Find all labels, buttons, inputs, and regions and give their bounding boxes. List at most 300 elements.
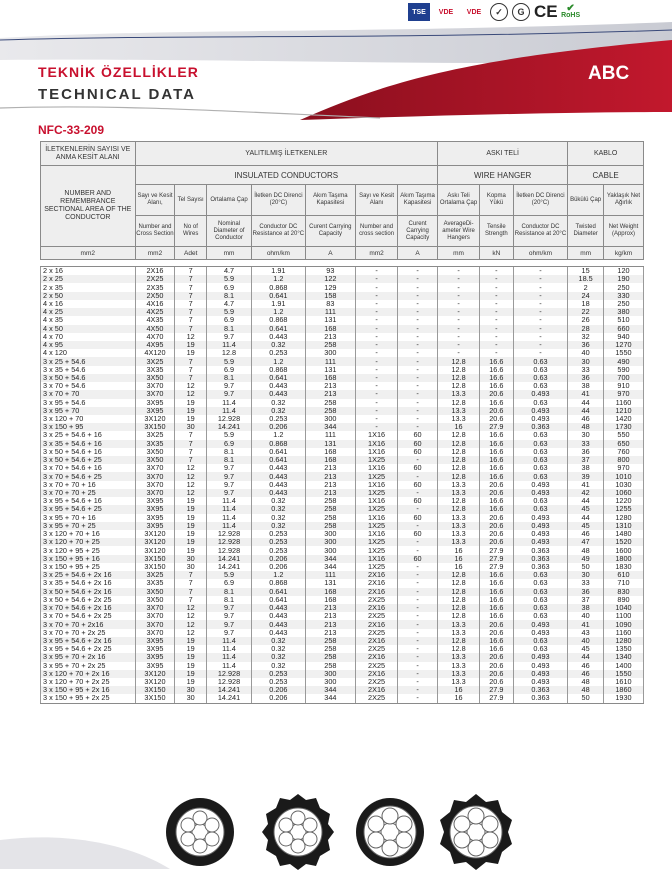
table-cell: 20.6 xyxy=(480,522,514,530)
table-cell: 7 xyxy=(175,456,207,464)
table-cell: 3X95 xyxy=(135,522,175,530)
table-cell: 0.493 xyxy=(513,620,568,628)
table-cell: 610 xyxy=(603,571,643,579)
table-cell: 12 xyxy=(175,629,207,637)
table-cell: - xyxy=(438,349,480,357)
table-cell: 0.443 xyxy=(252,333,306,341)
table-row xyxy=(41,653,644,661)
table-cell: 16 xyxy=(438,563,480,571)
table-cell: 3X25 xyxy=(135,357,175,365)
table-cell: 12.8 xyxy=(438,472,480,480)
col-tr: Sayı ve Kesit Alanı xyxy=(356,185,398,216)
table-cell: 16.6 xyxy=(480,604,514,612)
table-cell: 3X35 xyxy=(135,366,175,374)
table-cell: 8.1 xyxy=(206,325,251,333)
table-cell: - xyxy=(438,292,480,300)
table-cell: 3X50 xyxy=(135,596,175,604)
col-tr: Kopma Yükü xyxy=(480,185,514,216)
table-cell: 60 xyxy=(398,431,438,439)
table-cell: - xyxy=(480,283,514,291)
table-cell: 213 xyxy=(305,333,355,341)
table-cell: 40 xyxy=(568,637,604,645)
table-cell: - xyxy=(356,423,398,431)
table-cell: 0.206 xyxy=(252,423,306,431)
table-cell: - xyxy=(438,333,480,341)
col-en: No of Wires xyxy=(175,216,207,247)
table-cell: - xyxy=(356,267,398,276)
table-row xyxy=(41,505,644,513)
table-cell: 1830 xyxy=(603,563,643,571)
col-tr: Bükülü Çap xyxy=(568,185,604,216)
table-cell: 46 xyxy=(568,530,604,538)
table-cell: 12.928 xyxy=(206,678,251,686)
table-cell: 0.63 xyxy=(513,431,568,439)
table-row xyxy=(41,481,644,489)
table-row xyxy=(41,456,644,464)
table-cell: 0.63 xyxy=(513,645,568,653)
table-cell: - xyxy=(438,283,480,291)
table-cell: 0.63 xyxy=(513,382,568,390)
table-cell: 0.253 xyxy=(252,546,306,554)
col-en: Curent Carrying Capacity xyxy=(398,216,438,247)
col-en: Tensile Strength xyxy=(480,216,514,247)
table-row xyxy=(41,629,644,637)
table-cell: 12.8 xyxy=(438,612,480,620)
table-cell: 19 xyxy=(175,514,207,522)
table-row xyxy=(41,563,644,571)
table-cell: 940 xyxy=(603,333,643,341)
table-cell: - xyxy=(438,341,480,349)
table-cell: 13.3 xyxy=(438,407,480,415)
table-cell: 0.32 xyxy=(252,497,306,505)
table-cell: 6.9 xyxy=(206,579,251,587)
table-cell: 3X70 xyxy=(135,464,175,472)
table-cell: 9.7 xyxy=(206,472,251,480)
table-cell: 0.206 xyxy=(252,694,306,703)
table-row xyxy=(41,579,644,587)
table-cell: 11.4 xyxy=(206,662,251,670)
table-cell: 168 xyxy=(305,374,355,382)
table-cell: 3X70 xyxy=(135,604,175,612)
cable-illustrations xyxy=(160,790,640,869)
table-cell: 9.7 xyxy=(206,481,251,489)
table-cell: - xyxy=(398,472,438,480)
table-cell: 36 xyxy=(568,341,604,349)
table-cell: 0.32 xyxy=(252,407,306,415)
table-cell: 3 x 95 + 70 + 16 xyxy=(41,514,136,522)
table-cell: 16.6 xyxy=(480,637,514,645)
table-cell: - xyxy=(398,300,438,308)
table-cell: 0.63 xyxy=(513,357,568,365)
table-cell: 131 xyxy=(305,440,355,448)
table-cell: 1X16 xyxy=(356,555,398,563)
title-turkish: TEKNİK ÖZELLİKLER xyxy=(38,64,199,80)
table-cell: 12.8 xyxy=(438,374,480,382)
table-cell: 0.493 xyxy=(513,538,568,546)
table-cell: 16.6 xyxy=(480,579,514,587)
table-cell: 41 xyxy=(568,620,604,628)
table-cell: 213 xyxy=(305,489,355,497)
table-cell: 45 xyxy=(568,522,604,530)
table-cell: 9.7 xyxy=(206,604,251,612)
table-cell: - xyxy=(398,662,438,670)
col-en: Number and Cross Section xyxy=(135,216,175,247)
table-cell: 0.493 xyxy=(513,530,568,538)
table-cell: 660 xyxy=(603,325,643,333)
table-cell: 0.641 xyxy=(252,448,306,456)
table-cell: 7 xyxy=(175,596,207,604)
table-row xyxy=(41,431,644,439)
table-cell: 44 xyxy=(568,399,604,407)
table-cell: - xyxy=(398,522,438,530)
table-cell: 6.9 xyxy=(206,283,251,291)
table-cell: 19 xyxy=(175,653,207,661)
table-cell: 5.9 xyxy=(206,571,251,579)
table-cell: 590 xyxy=(603,366,643,374)
table-cell: 158 xyxy=(305,292,355,300)
table-cell: 3 x 120 + 70 + 2x 25 xyxy=(41,678,136,686)
table-cell: 3X70 xyxy=(135,620,175,628)
table-cell: 13.3 xyxy=(438,390,480,398)
table-cell: 3X95 xyxy=(135,505,175,513)
table-cell: - xyxy=(398,275,438,283)
table-cell: 7 xyxy=(175,571,207,579)
table-cell: 4 x 120 xyxy=(41,349,136,357)
col-tr: Tel Sayısı xyxy=(175,185,207,216)
table-cell: - xyxy=(438,316,480,324)
table-cell: 0.363 xyxy=(513,423,568,431)
table-cell: 19 xyxy=(175,341,207,349)
table-cell: 0.493 xyxy=(513,629,568,637)
table-cell: 0.253 xyxy=(252,538,306,546)
table-cell: 46 xyxy=(568,415,604,423)
table-cell: 60 xyxy=(398,530,438,538)
table-cell: - xyxy=(398,563,438,571)
table-cell: 19 xyxy=(175,530,207,538)
table-cell: 3 x 70 + 70 + 2x 25 xyxy=(41,629,136,637)
table-cell: 3 x 150 + 95 + 16 xyxy=(41,555,136,563)
table-cell: 2 x 16 xyxy=(41,267,136,276)
table-cell: 4X16 xyxy=(135,300,175,308)
table-cell: 3 x 25 + 54.6 + 16 xyxy=(41,431,136,439)
table-cell: 3X120 xyxy=(135,415,175,423)
table-cell: 0.493 xyxy=(513,678,568,686)
table-cell: 2X25 xyxy=(356,678,398,686)
table-cell: - xyxy=(356,325,398,333)
table-cell: - xyxy=(398,620,438,628)
table-cell: 250 xyxy=(603,300,643,308)
table-row xyxy=(41,670,644,678)
table-cell: 3 x 95 + 70 + 2x 25 xyxy=(41,662,136,670)
col-en: Curent Carrying Capacity xyxy=(305,216,355,247)
table-cell: 213 xyxy=(305,464,355,472)
table-cell: 3 x 70 + 70 + 25 xyxy=(41,489,136,497)
table-cell: 12.8 xyxy=(438,579,480,587)
table-cell: 710 xyxy=(603,579,643,587)
table-cell: 3X120 xyxy=(135,538,175,546)
col-tr: Akım Taşıma Kapasitesi xyxy=(398,185,438,216)
table-cell: 12.8 xyxy=(438,588,480,596)
table-cell: - xyxy=(513,267,568,276)
table-cell: 7 xyxy=(175,579,207,587)
table-cell: 3 x 120 + 70 + 25 xyxy=(41,538,136,546)
table-cell: 3 x 50 + 54.6 + 2x 25 xyxy=(41,596,136,604)
table-cell: 3 x 70 + 54.6 + 16 xyxy=(41,464,136,472)
col-tr: Askı Teli Ortalama Çap xyxy=(438,185,480,216)
table-cell: 0.493 xyxy=(513,489,568,497)
table-row xyxy=(41,341,644,349)
table-cell: 16.6 xyxy=(480,448,514,456)
table-row xyxy=(41,555,644,563)
table-cell: 258 xyxy=(305,653,355,661)
table-cell: 15 xyxy=(568,267,604,276)
table-cell: 39 xyxy=(568,472,604,480)
table-cell: - xyxy=(513,300,568,308)
table-cell: 0.32 xyxy=(252,505,306,513)
table-cell: 0.443 xyxy=(252,620,306,628)
table-cell: 330 xyxy=(603,292,643,300)
table-cell: 2X16 xyxy=(356,579,398,587)
table-cell: 19 xyxy=(175,522,207,530)
table-cell: 13.3 xyxy=(438,489,480,497)
unit-cell: kg/km xyxy=(603,247,643,260)
table-cell: 0.493 xyxy=(513,653,568,661)
table-cell: 13.3 xyxy=(438,514,480,522)
table-cell: 1.2 xyxy=(252,431,306,439)
table-cell: 14.241 xyxy=(206,555,251,563)
table-row xyxy=(41,292,644,300)
table-cell: 3 x 150 + 95 xyxy=(41,423,136,431)
table-cell: 19 xyxy=(175,399,207,407)
table-cell: 4 x 95 xyxy=(41,341,136,349)
table-cell: - xyxy=(480,267,514,276)
table-row xyxy=(41,522,644,530)
table-cell: 0.63 xyxy=(513,497,568,505)
table-row xyxy=(41,620,644,628)
table-cell: 800 xyxy=(603,456,643,464)
table-cell: 16 xyxy=(438,423,480,431)
table-cell: - xyxy=(480,300,514,308)
table-cell: - xyxy=(398,546,438,554)
table-cell: 11.4 xyxy=(206,522,251,530)
table-cell: 0.641 xyxy=(252,588,306,596)
table-cell: 7 xyxy=(175,440,207,448)
table-cell: 0.443 xyxy=(252,612,306,620)
table-cell: 6.9 xyxy=(206,316,251,324)
table-cell: - xyxy=(398,670,438,678)
table-cell: 0.868 xyxy=(252,440,306,448)
table-cell: 20.6 xyxy=(480,653,514,661)
table-cell: 8.1 xyxy=(206,588,251,596)
table-cell: 213 xyxy=(305,629,355,637)
table-cell: - xyxy=(398,604,438,612)
table-cell: 12.8 xyxy=(438,448,480,456)
table-cell: 2X16 xyxy=(356,620,398,628)
table-cell: 12.928 xyxy=(206,546,251,554)
table-cell: - xyxy=(480,333,514,341)
table-row xyxy=(41,637,644,645)
table-cell: 13.3 xyxy=(438,620,480,628)
table-cell: - xyxy=(398,292,438,300)
table-cell: 0.32 xyxy=(252,653,306,661)
table-cell: 12.928 xyxy=(206,530,251,538)
table-cell: 37 xyxy=(568,456,604,464)
ce-mark-icon: CE xyxy=(534,2,558,21)
unit-cell: mm xyxy=(568,247,604,260)
table-cell: 20.6 xyxy=(480,629,514,637)
unit-cell: A xyxy=(398,247,438,260)
table-cell: 7 xyxy=(175,431,207,439)
table-cell: - xyxy=(356,366,398,374)
table-row xyxy=(41,357,644,365)
table-cell: 1030 xyxy=(603,481,643,489)
table-cell: 190 xyxy=(603,275,643,283)
table-cell: - xyxy=(356,374,398,382)
table-cell: 3 x 70 + 70 xyxy=(41,390,136,398)
table-cell: 44 xyxy=(568,514,604,522)
col-en: Nominal Diameter of Conductor xyxy=(206,216,251,247)
table-row xyxy=(41,415,644,423)
table-cell: 3X35 xyxy=(135,579,175,587)
table-cell: 0.32 xyxy=(252,341,306,349)
header-hanger-en: WIRE HANGER xyxy=(438,166,568,185)
table-cell: 11.4 xyxy=(206,653,251,661)
table-cell: 1100 xyxy=(603,612,643,620)
table-row xyxy=(41,678,644,686)
table-cell: 131 xyxy=(305,316,355,324)
table-cell: 11.4 xyxy=(206,407,251,415)
table-cell: 1520 xyxy=(603,538,643,546)
table-cell: - xyxy=(398,308,438,316)
table-cell: 2 xyxy=(568,283,604,291)
table-cell: 60 xyxy=(398,440,438,448)
table-cell: - xyxy=(356,283,398,291)
table-cell: 700 xyxy=(603,374,643,382)
table-cell: 1X25 xyxy=(356,546,398,554)
product-code: ABC xyxy=(588,63,630,84)
table-cell: 20.6 xyxy=(480,514,514,522)
table-cell: 510 xyxy=(603,316,643,324)
table-row xyxy=(41,464,644,472)
table-cell: 42 xyxy=(568,489,604,497)
table-cell: 3X95 xyxy=(135,653,175,661)
table-cell: 0.206 xyxy=(252,563,306,571)
table-cell: - xyxy=(513,325,568,333)
table-cell: 13.3 xyxy=(438,481,480,489)
header-conductor-tr: İLETKENLERİN SAYISI VE ANMA KESİT ALANI xyxy=(41,142,136,166)
table-cell: 19 xyxy=(175,645,207,653)
table-cell: 258 xyxy=(305,645,355,653)
table-cell: 4.7 xyxy=(206,300,251,308)
table-cell: 9.7 xyxy=(206,382,251,390)
table-cell: 213 xyxy=(305,472,355,480)
table-cell: 131 xyxy=(305,579,355,587)
table-cell: 9.7 xyxy=(206,629,251,637)
table-header xyxy=(41,142,644,267)
table-cell: 1.2 xyxy=(252,357,306,365)
table-cell: 830 xyxy=(603,588,643,596)
table-cell: - xyxy=(356,407,398,415)
table-cell: 4X70 xyxy=(135,333,175,341)
table-cell: 0.443 xyxy=(252,472,306,480)
table-cell: 30 xyxy=(568,571,604,579)
table-cell: 3X95 xyxy=(135,497,175,505)
table-cell: 11.4 xyxy=(206,637,251,645)
table-cell: 0.63 xyxy=(513,456,568,464)
table-cell: 12.8 xyxy=(438,431,480,439)
table-cell: 16.6 xyxy=(480,497,514,505)
table-cell: 890 xyxy=(603,596,643,604)
table-cell: 27.9 xyxy=(480,694,514,703)
cable-cross-section-icon xyxy=(350,790,430,870)
table-cell: 36 xyxy=(568,374,604,382)
table-cell: 12 xyxy=(175,333,207,341)
table-row xyxy=(41,571,644,579)
table-cell: - xyxy=(356,390,398,398)
table-cell: 3 x 95 + 70 + 2x 16 xyxy=(41,653,136,661)
table-cell: 3X70 xyxy=(135,382,175,390)
table-cell: 46 xyxy=(568,670,604,678)
table-cell: 1X25 xyxy=(356,522,398,530)
table-cell: 3X50 xyxy=(135,456,175,464)
table-cell: 3 x 95 + 54.6 xyxy=(41,399,136,407)
table-cell: 3 x 95 + 54.6 + 2x 16 xyxy=(41,637,136,645)
table-cell: 4.7 xyxy=(206,267,251,276)
table-row xyxy=(41,604,644,612)
table-cell: 19 xyxy=(175,662,207,670)
table-cell: 0.363 xyxy=(513,563,568,571)
table-cell: 2X25 xyxy=(356,645,398,653)
table-cell: 16.6 xyxy=(480,596,514,604)
table-cell: 0.868 xyxy=(252,316,306,324)
table-cell: 1X25 xyxy=(356,456,398,464)
table-cell: 48 xyxy=(568,678,604,686)
table-cell: 41 xyxy=(568,390,604,398)
table-cell: - xyxy=(398,456,438,464)
table-cell: 27.9 xyxy=(480,423,514,431)
table-cell: 13.3 xyxy=(438,662,480,670)
table-cell: 60 xyxy=(398,497,438,505)
table-cell: 93 xyxy=(305,267,355,276)
table-cell: 0.493 xyxy=(513,481,568,489)
table-cell: 27.9 xyxy=(480,563,514,571)
table-cell: 19 xyxy=(175,407,207,415)
table-cell: 168 xyxy=(305,588,355,596)
table-cell: 344 xyxy=(305,694,355,703)
table-cell: 16.6 xyxy=(480,456,514,464)
table-cell: - xyxy=(398,612,438,620)
table-row xyxy=(41,308,644,316)
table-cell: 1255 xyxy=(603,505,643,513)
table-cell: 16.6 xyxy=(480,382,514,390)
table-row xyxy=(41,448,644,456)
col-tr: Yaklaşık Net Ağırlık xyxy=(603,185,643,216)
table-cell: 1X16 xyxy=(356,514,398,522)
table-cell: 26 xyxy=(568,316,604,324)
table-cell: 12.8 xyxy=(438,497,480,505)
table-cell: 3X150 xyxy=(135,423,175,431)
table-cell: 3 x 95 + 54.6 + 2x 25 xyxy=(41,645,136,653)
table-cell: 4X35 xyxy=(135,316,175,324)
table-cell: - xyxy=(398,678,438,686)
table-cell: 60 xyxy=(398,481,438,489)
table-cell: 120 xyxy=(603,267,643,276)
table-cell: 12.8 xyxy=(438,571,480,579)
vde-logo-icon: VDE xyxy=(438,8,454,16)
header-insulated-tr: YALITILMIŞ İLETKENLER xyxy=(135,142,438,166)
cable-cross-section-icon xyxy=(160,790,240,870)
table-cell: 1040 xyxy=(603,604,643,612)
